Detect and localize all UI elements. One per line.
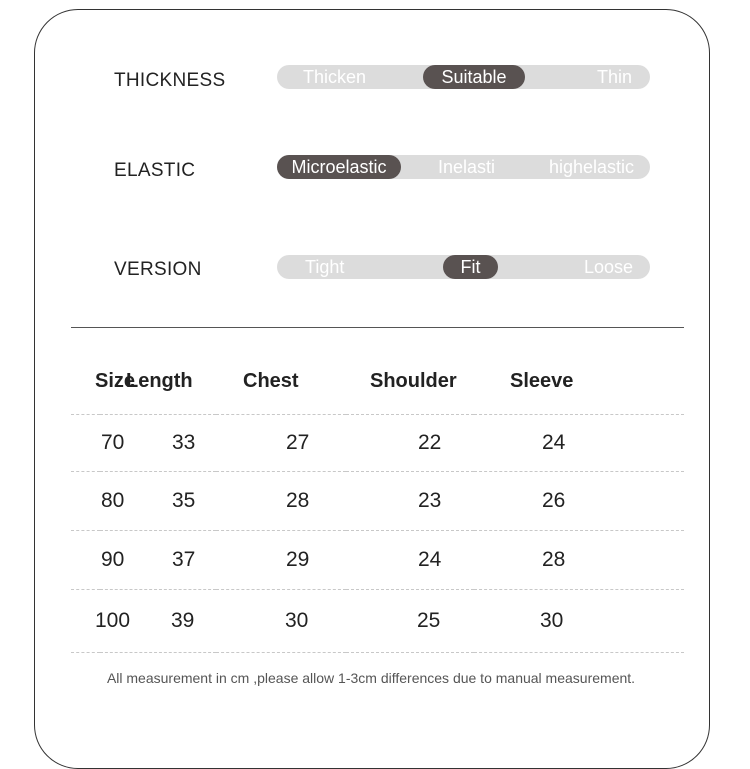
elastic-option-inelasti: Inelasti xyxy=(438,157,496,177)
cell-chest: 28 xyxy=(216,472,346,531)
table-row xyxy=(71,415,684,472)
cell-shoulder: 23 xyxy=(346,472,474,531)
header-size: Size xyxy=(95,369,136,392)
thickness-option-thicken: Thicken xyxy=(303,67,367,87)
table-row xyxy=(71,590,684,653)
elastic-option-highelastic: highelastic xyxy=(549,157,635,177)
table-row xyxy=(71,472,684,531)
version-option-tight: Tight xyxy=(305,257,345,277)
thickness-scale xyxy=(277,65,650,89)
cell-length: 33 xyxy=(100,415,216,472)
elastic-label: ELASTIC xyxy=(114,160,196,181)
cell-chest: 30 xyxy=(216,590,346,653)
cell-length: 37 xyxy=(100,531,216,590)
measurement-note: All measurement in cm ,please allow 1-3cm differences due to manual measurement. xyxy=(106,670,636,686)
section-divider xyxy=(71,327,684,328)
cell-chest: 27 xyxy=(216,415,346,472)
cell-sleeve: 26 xyxy=(474,472,684,531)
cell-shoulder: 25 xyxy=(346,590,474,653)
thickness-option-thin: Thin xyxy=(597,67,633,87)
table-row xyxy=(71,531,684,590)
cell-chest: 29 xyxy=(216,531,346,590)
cell-size: 100 xyxy=(71,590,100,653)
elastic-scale xyxy=(277,155,650,179)
version-option-loose: Loose xyxy=(584,257,634,277)
thickness-option-suitable: Suitable xyxy=(423,65,525,89)
cell-shoulder: 22 xyxy=(346,415,474,472)
header-shoulder: Shoulder xyxy=(370,369,457,392)
version-label: VERSION xyxy=(114,259,202,280)
cell-sleeve: 24 xyxy=(474,415,684,472)
size-chart-table xyxy=(71,348,684,653)
cell-shoulder: 24 xyxy=(346,531,474,590)
header-sleeve: Sleeve xyxy=(510,369,574,392)
elastic-option-microelastic: Microelastic xyxy=(277,155,401,179)
cell-length: 39 xyxy=(100,590,216,653)
cell-size: 80 xyxy=(71,472,100,531)
cell-sleeve: 28 xyxy=(474,531,684,590)
cell-sleeve: 30 xyxy=(474,590,684,653)
header-chest: Chest xyxy=(243,369,299,392)
version-option-fit: Fit xyxy=(443,255,498,279)
cell-size: 70 xyxy=(71,415,100,472)
cell-length: 35 xyxy=(100,472,216,531)
header-length: Length xyxy=(126,369,193,392)
cell-size: 90 xyxy=(71,531,100,590)
table-header-row xyxy=(71,348,684,415)
thickness-label: THICKNESS xyxy=(114,70,226,91)
version-scale xyxy=(277,255,650,279)
